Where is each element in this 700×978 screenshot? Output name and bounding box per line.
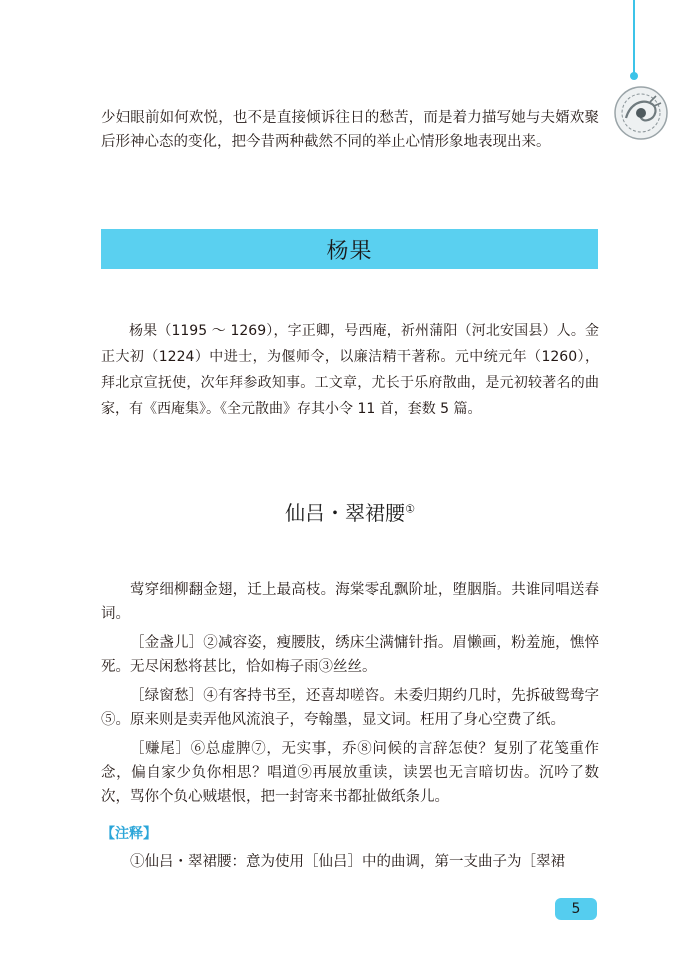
page-number-badge (555, 898, 597, 920)
poem-stanza: ［金盏儿］②减容姿，瘦腰肢，绣床尘满慵针指。眉懒画，粉羞施，憔悴死。无尽闲愁将甚比，恰如梅子雨③丝丝。 (101, 635, 599, 675)
dragon-emblem-icon (612, 84, 670, 142)
note-item: ①仙吕・翠裙腰：意为使用［仙吕］中的曲调，第一支曲子为［翠裙 (130, 854, 565, 870)
poem-stanza: 莺穿细柳翻金翅，迁上最高枝。海棠零乱飘阶址，堕胭脂。共谁同唱送春词。 (101, 582, 599, 622)
poem-title (0, 497, 700, 526)
poem-title-text: 仙吕・翠裙腰 (285, 501, 406, 525)
poem-stanza: ［赚尾］⑥总虚脾⑦，无实事，乔⑧问候的言辞怎使？复别了花笺重作念，偏自家少负你相思？唱道⑨再展放重读，读罢也无言暗切齿。沉吟了数次，骂你个负心贼堪恨，把一封寄来书都扯做纸条儿。 (101, 741, 599, 805)
page-number: 5 (571, 901, 581, 917)
intro-paragraph: 少妇眼前如何欢悦，也不是直接倾诉往日的愁苦，而是着力描写她与夫婿欢聚后形神心态的变化，把今昔两种截然不同的举止心情形象地表现出来。 (101, 110, 599, 150)
poem-stanza: ［绿窗愁］④有客持书至，还喜却嗟咨。未委归期约几时，先拆破鸳鸯字⑤。原来则是卖弄他风流浪子，夸翰墨，显文词。枉用了身心空费了纸。 (101, 688, 599, 728)
notes-heading: 【注释】 (101, 826, 157, 842)
decorative-vertical-line (633, 0, 635, 74)
author-bio: 杨果（1195 ～ 1269），字正卿，号西庵，祈州蒲阳（河北安国县）人。金正大初（1224）中进士，为偃师令，以廉洁精干著称。元中统元年（1260），拜北京宣抚使，次年拜参政知事。工文章，尤长于乐府散曲，是元初较著名的曲家，有《西庵集》。《全元散曲》存其小令 11 首，套数 5 篇。 (101, 323, 599, 417)
section-title-banner (101, 229, 598, 269)
poem-title-note-marker: ① (405, 502, 415, 516)
decorative-dot (630, 72, 638, 80)
section-title: 杨果 (326, 238, 373, 264)
